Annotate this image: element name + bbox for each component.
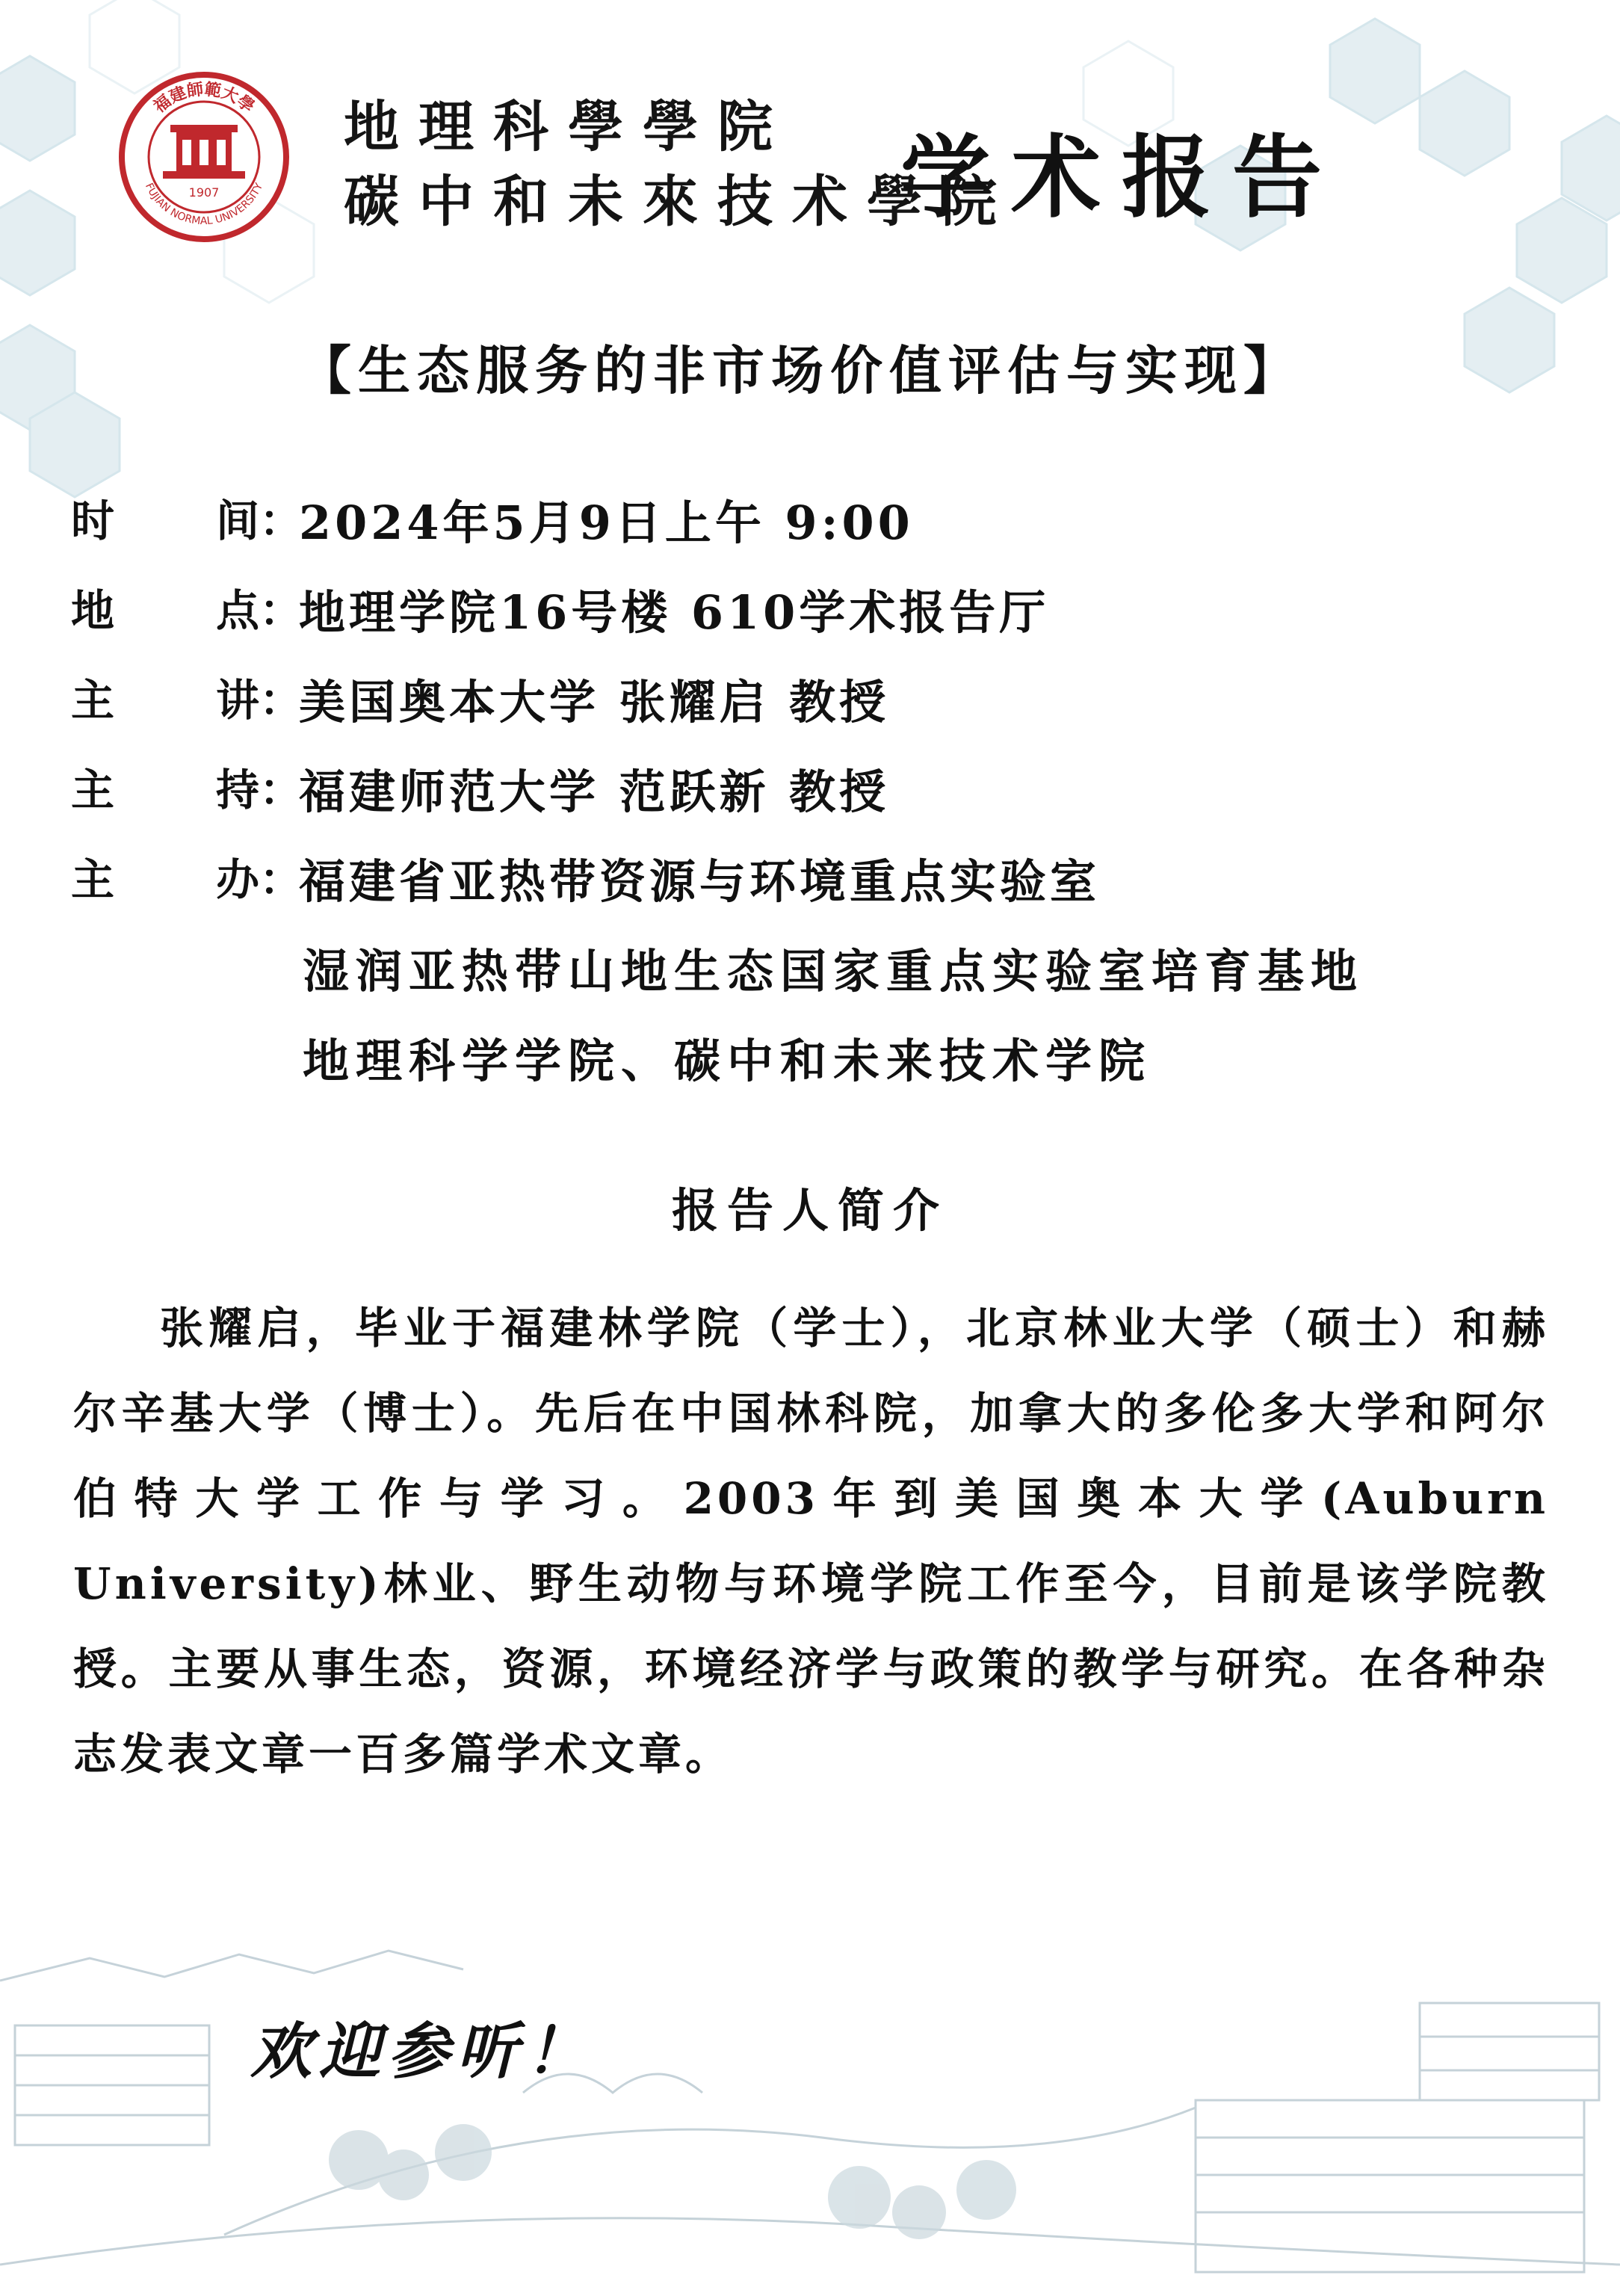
logo-year: 1907 [188,185,220,200]
info-value-location: 地理学院16号楼 610学术报告厅 [299,585,1050,640]
info-value-organizer: 福建省亚热带资源与环境重点实验室 [299,854,1101,909]
info-value-time: 2024年5月9日上午 9:00 [299,496,914,550]
info-value-speaker: 美国奥本大学 张耀启 教授 [299,675,890,729]
info-label-organizer: 主 办： [71,854,303,905]
welcome-text: 欢迎参听！ [250,2016,594,2087]
info-label-time: 时 间： [71,496,303,546]
info-label-location: 地 点： [71,585,303,636]
school-name-geography: 地理科學學院 [344,95,792,159]
organizer-line-2: 湿润亚热带山地生态国家重点实验室培育基地 [303,944,1364,999]
university-logo [118,71,290,243]
logo-text-top: 福建師範大學 [150,80,258,117]
poster-heading: 学术报告 [900,125,1343,230]
info-label-speaker: 主 讲： [71,675,303,726]
logo-text-bottom: FUJIAN NORMAL UNIVERSITY [142,181,266,228]
speaker-bio: 张耀启，毕业于福建林学院（学士），北京林业大学（硕士）和赫尔辛基大学（博士）。先后在中国林科院，加拿大的多伦多大学和阿尔伯特大学工作与学习。2003年到美国奥本大学(Auburn University)林业、野生动物与环境学院工作至今，目前是该学院教授。主要从事生态，资源，环境经济学与政策的教学与研究。在各种杂志发表文章一百多篇学术文章。 [73,1303,1549,1780]
campus-sketch-background [0,1913,1620,2296]
organizer-line-3: 地理科学学院、碳中和未来技术学院 [303,1034,1152,1088]
info-value-host: 福建师范大学 范跃新 教授 [299,765,890,819]
speaker-intro-heading: 报告人简介 [671,1183,948,1238]
school-name-carbon-neutral: 碳中和未來技术學院 [344,170,1016,234]
report-title: 【生态服务的非市场价值评估与实现】 [299,339,1302,401]
info-label-host: 主 持： [71,765,303,815]
